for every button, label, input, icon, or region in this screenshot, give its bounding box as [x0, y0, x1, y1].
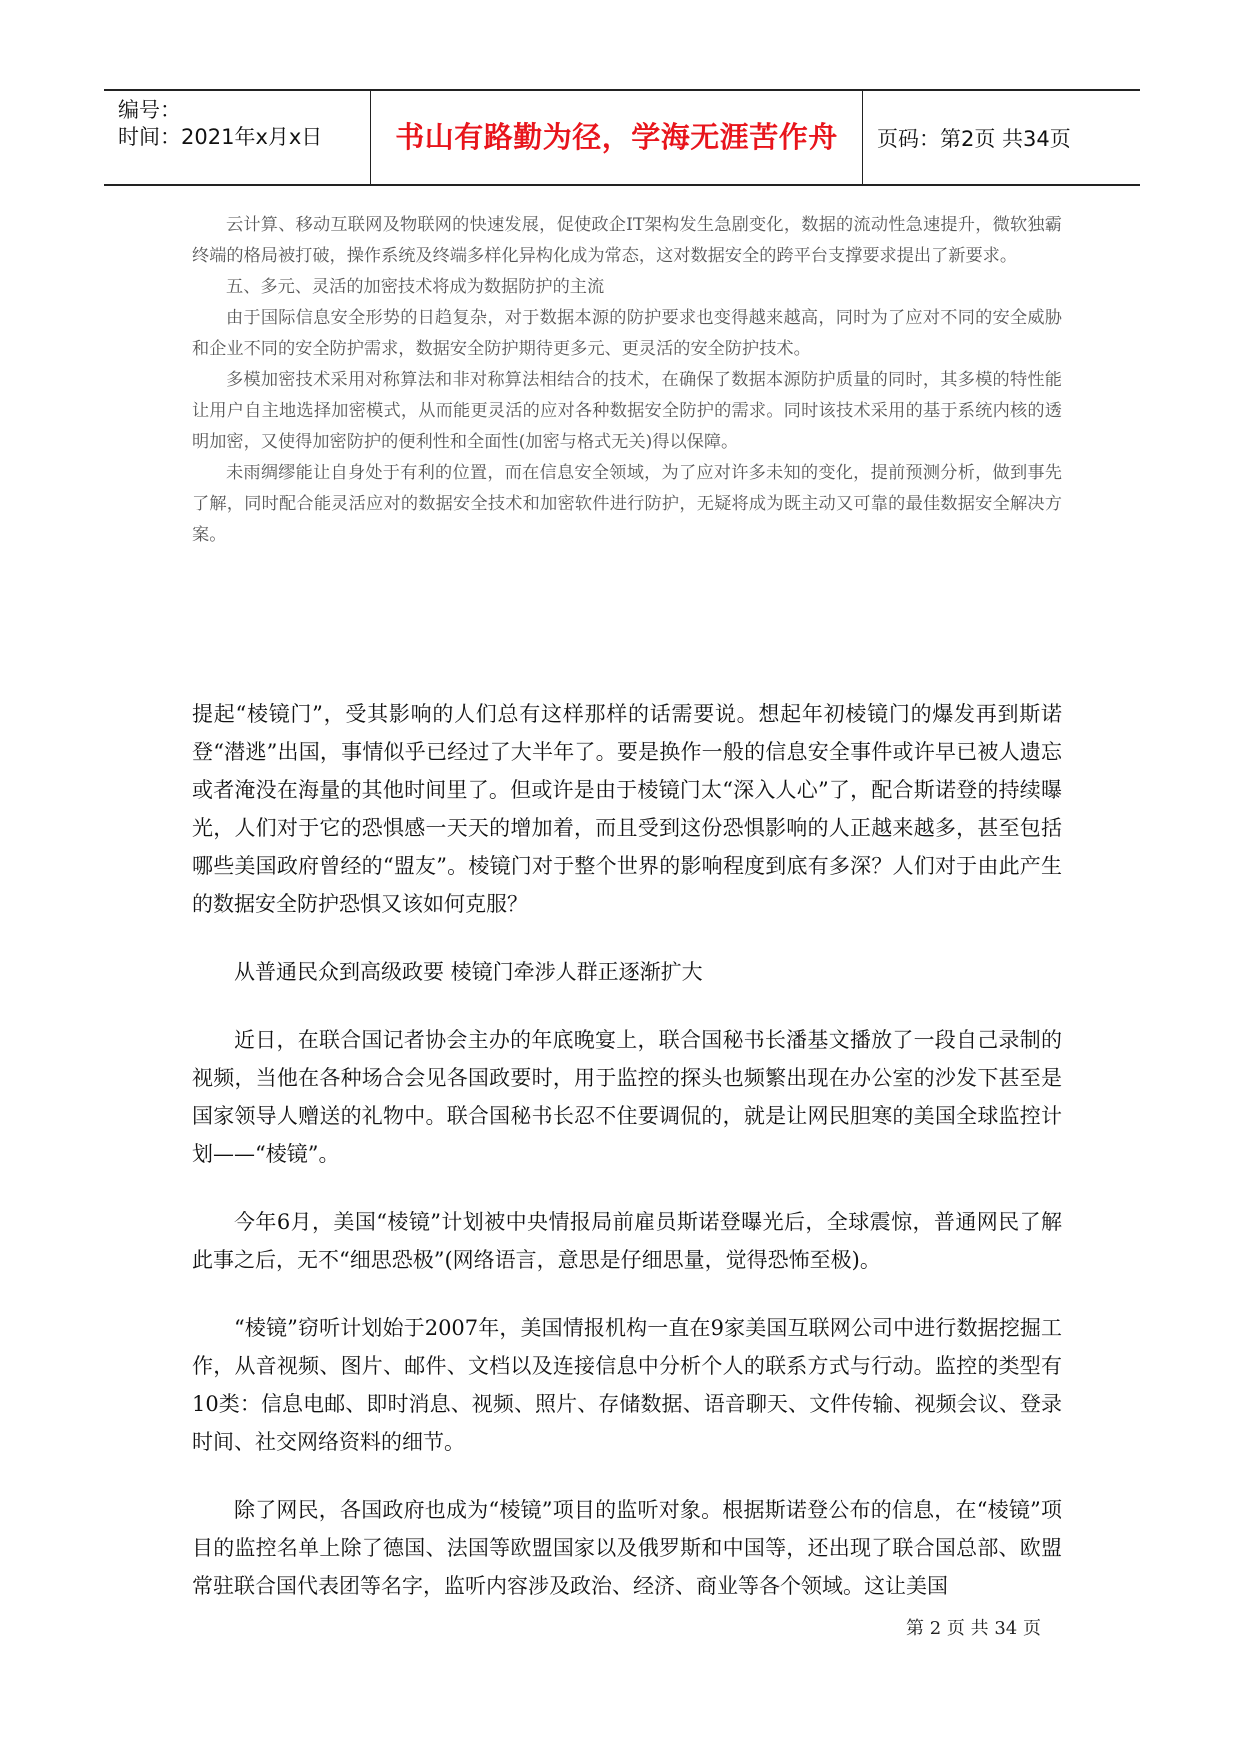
paragraph: 未雨绸缪能让自身处于有利的位置，而在信息安全领域，为了应对许多未知的变化，提前预测分析，做到事先了解，同时配合能灵活应对的数据安全技术和加密软件进行防护，无疑将成为既主动又可靠的最佳数据安全解决方案。	[192, 463, 1062, 545]
header-motto: 书山有路勤为径，学海无涯苦作舟	[395, 120, 838, 154]
paragraph: 除了网民，各国政府也成为“棱镜”项目的监听对象。根据斯诺登公布的信息，在“棱镜”项目的监控名单上除了德国、法国等欧盟国家以及俄罗斯和中国等，还出现了联合国总部、欧盟常驻联合国代表团等名字，监听内容涉及政治、经济、商业等各个领域。这让美国	[192, 1498, 1062, 1598]
section-heading: 从普通民众到高级政要 棱镜门牵涉人群正逐渐扩大	[234, 960, 703, 984]
paragraph: “棱镜”窃听计划始于2007年，美国情报机构一直在9家美国互联网公司中进行数据挖掘工作，从音视频、图片、邮件、文档以及连接信息中分析个人的联系方式与行动。监控的类型有10类：信息电邮、即时消息、视频、照片、存储数据、语音聊天、文件传输、视频会议、登录时间、社交网络资料的细节。	[192, 1316, 1062, 1454]
page-header	[104, 89, 1140, 186]
lower-section	[192, 695, 1062, 1605]
header-right-cell	[863, 91, 1140, 184]
header-page-info: 页码：第2页 共34页	[877, 127, 1071, 151]
header-middle-cell	[370, 91, 863, 184]
document-time-label: 时间：2021年x月x日	[118, 125, 323, 149]
upper-section	[192, 210, 1062, 551]
page-footer: 第 2 页 共 34 页	[906, 1618, 1041, 1639]
header-left-cell	[104, 91, 370, 184]
paragraph: 提起“棱镜门”，受其影响的人们总有这样那样的话需要说。想起年初棱镜门的爆发再到斯诺登“潜逃”出国，事情似乎已经过了大半年了。要是换作一般的信息安全事件或许早已被人遗忘或者淹没在海量的其他时间里了。但或许是由于棱镜门太“深入人心”了，配合斯诺登的持续曝光，人们对于它的恐惧感一天天的增加着，而且受到这份恐惧影响的人正越来越多，甚至包括哪些美国政府曾经的“盟友”。棱镜门对于整个世界的影响程度到底有多深？人们对于由此产生的数据安全防护恐惧又该如何克服？	[192, 702, 1062, 916]
paragraph: 今年6月，美国“棱镜”计划被中央情报局前雇员斯诺登曝光后，全球震惊，普通网民了解此事之后，无不“细思恐极”(网络语言，意思是仔细思量，觉得恐怖至极)。	[192, 1210, 1062, 1272]
paragraph: 近日，在联合国记者协会主办的年底晚宴上，联合国秘书长潘基文播放了一段自己录制的视频，当他在各种场合会见各国政要时，用于监控的探头也频繁出现在办公室的沙发下甚至是国家领导人赠送的礼物中。联合国秘书长忍不住要调侃的，就是让网民胆寒的美国全球监控计划——“棱镜”。	[192, 1028, 1062, 1166]
section-heading: 五、多元、灵活的加密技术将成为数据防护的主流	[226, 277, 605, 297]
paragraph: 由于国际信息安全形势的日趋复杂，对于数据本源的防护要求也变得越来越高，同时为了应对不同的安全威胁和企业不同的安全防护需求，数据安全防护期待更多元、更灵活的安全防护技术。	[192, 308, 1062, 359]
paragraph: 多模加密技术采用对称算法和非对称算法相结合的技术，在确保了数据本源防护质量的同时，其多模的特性能让用户自主地选择加密模式，从而能更灵活的应对各种数据安全防护的需求。同时该技术采用的基于系统内核的透明加密，又使得加密防护的便利性和全面性(加密与格式无关)得以保障。	[192, 370, 1062, 452]
document-number-label: 编号：	[118, 98, 181, 122]
paragraph: 云计算、移动互联网及物联网的快速发展，促使政企IT架构发生急剧变化，数据的流动性急速提升，微软独霸终端的格局被打破，操作系统及终端多样化异构化成为常态，这对数据安全的跨平台支撑要求提出了新要求。	[192, 215, 1062, 266]
